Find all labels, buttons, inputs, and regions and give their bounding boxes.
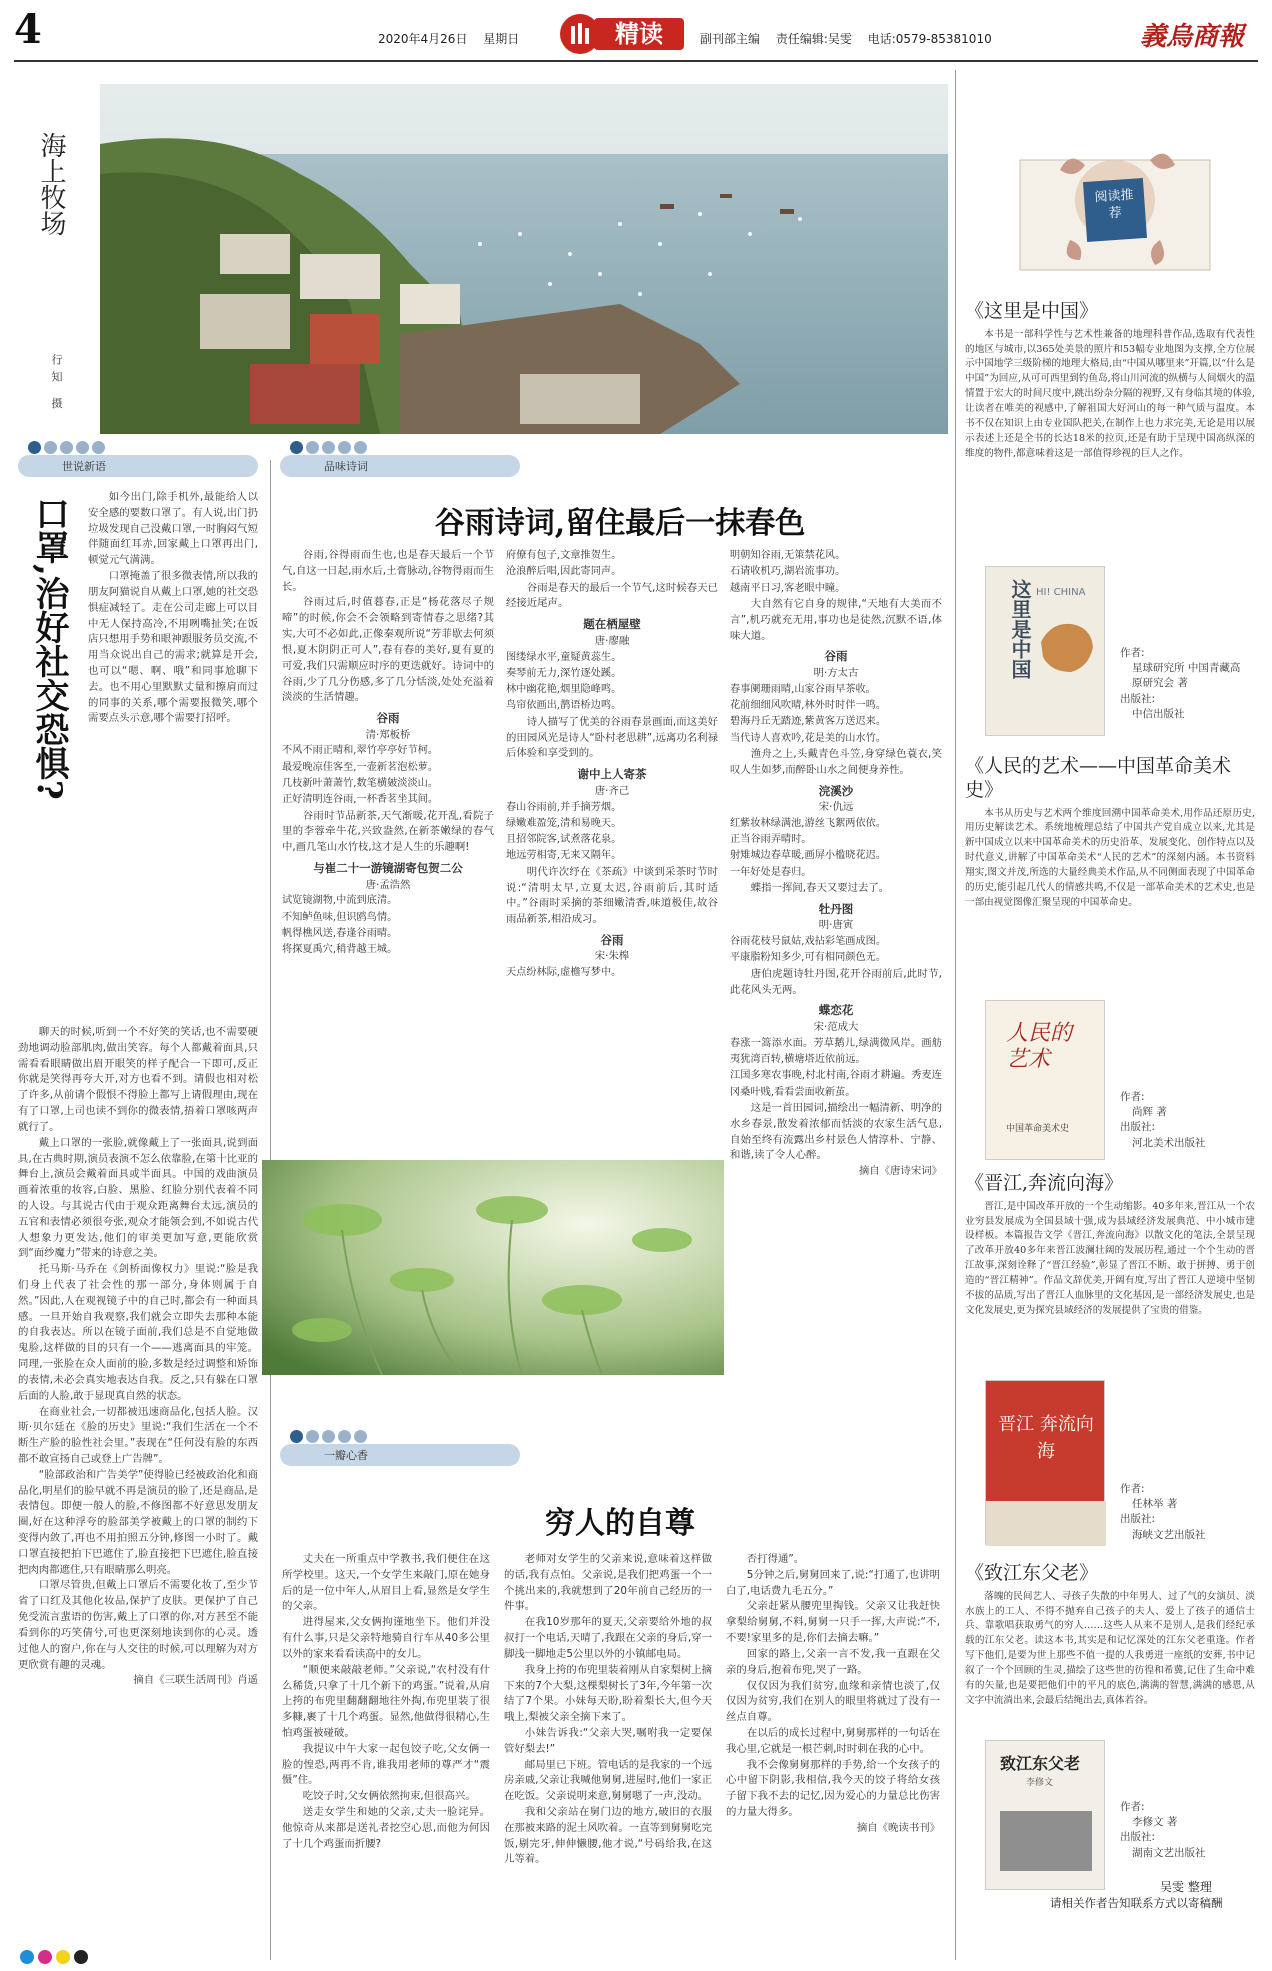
cover-image <box>1000 1811 1092 1871</box>
book-description: 落魄的民间艺人、寻孩子失散的中年男人、过了气的女演员、淡水族上的工人、不得不抛弃自己孩子的夫人、爱上了孩子的通信士兵、靠歌唱获取勇气的穷人……这些人从来不是别人,是我们经纪承载的江东父老。读这本书,其实是和记忆深处的江东父老重逢。作者写下他们,是要为世上那些不值一提的人我勇进一座纸的安葬,书中记叙了一个个回顾的生灵,描绘了这些世的彷徨和希冀,记住了生命中难有的矢量,也是要把他们中的平凡的底色,满满的智慧,满满的感恩,从文字中流淌出来,会最后结绳出去,真体若谷。 <box>965 1590 1255 1706</box>
color-swatch <box>56 1950 70 1964</box>
book-2-cover <box>985 1000 1105 1160</box>
author: 尚辉 著 <box>1132 1106 1167 1119</box>
essay1-title: 口罩,治好社交恐惧? <box>29 496 69 800</box>
poem-lines <box>506 548 718 581</box>
color-swatch <box>74 1950 88 1964</box>
paragraph: 唐伯虎题诗牡丹图,花开谷雨前后,此时节,此花风头无两。 <box>730 967 942 996</box>
book-title: 《致江东父老》 <box>965 1562 1099 1584</box>
column-header-pinwei <box>280 455 520 477</box>
poem-lines <box>506 650 718 715</box>
people-icon <box>290 441 367 454</box>
essay3-title: 穷人的自尊 <box>545 1506 695 1541</box>
poem-line: 春涨一篙添水面。芳草鹅儿,绿满微风岸。画舫夷犹湾百转,横塘塔近依前远。 <box>730 1037 942 1065</box>
poem-title: 蝶恋花 <box>818 1003 854 1018</box>
paragraph: 老师对女学生的父亲来说,意味着这样做的话,我有点怕。父亲说,是我们把鸡蛋一个一个挑出来的,我就想到了20年前自己经历的一件事。 <box>504 1553 712 1613</box>
paragraph: 托马斯·马乔在《剑桥面像权力》里说:“脸是我们身上代表了社会性的那一部分,身体则属于自然。”因此,人在观视镜子中的自己时,都会有一种面具感。一旦开始自我观察,我们就会立即失去那种本能的自我表达。所以在镜子面前,我们总是不自觉地做鬼脸,这样做的目的只有一个——逃离面具的牢笼。同理,一张脸在众人面前的脸,多数是经过调整和矫饰的表情,未必会真实地表达自我。反之,只有躲在口罩后面的人脸,敢于显现真自然的状态。 <box>18 1263 258 1402</box>
source: 摘自《唐诗宋词》 <box>858 1165 942 1178</box>
essay2-col2 <box>506 548 718 982</box>
people-icon <box>28 441 105 454</box>
poem-author: 宋·朱槔 <box>594 950 630 963</box>
section-label: 精读 <box>594 18 684 50</box>
poem-lines <box>730 1036 942 1101</box>
poem-line: 红紫妆林绿满池,游丝飞絮两依依。 <box>730 817 887 829</box>
book-1-cover <box>985 566 1105 736</box>
paragraph: 仅仅因为我们贫穷,血缘和亲情也淡了,仅仅因为贫穷,我们在别人的眼里将就过了没有一丝点自尊。 <box>726 1679 940 1724</box>
poem-author: 唐·孟浩然 <box>365 878 411 891</box>
editor-note: 吴雯 整理 <box>1160 1880 1212 1894</box>
poem-lines <box>282 743 494 808</box>
plant-photo <box>262 1160 724 1375</box>
poem-title: 谷雨 <box>376 711 400 726</box>
poem-line: 不风不雨正晴和,翠竹亭亭好节柯。 <box>282 745 439 757</box>
color-swatch <box>20 1950 34 1964</box>
poem-author: 明·唐寅 <box>818 919 854 932</box>
poem-lines <box>506 800 718 865</box>
book-4-cover <box>985 1740 1105 1890</box>
paragraph: “脸部政治和广告美学”使得脸已经被政治化和商品化,明星们的脸早就不再是演员的脸了,还是商品,是表情包。即便一般人的脸,不修图都不好意思发朋友圈,好在这种浮夸的脸部美学被戴上的口罩的制约下变得内敛了,再也不用拍照五分钟,修图一小时了。戴口罩直接把拍下巴遮住了,脸直接把下巴遮住,脸直接把肉肉都遮住,只有眼睛那么明亮。 <box>18 1468 258 1576</box>
poem-author: 清·郑板桥 <box>365 728 411 741</box>
author-label: 作者: <box>1120 1801 1145 1813</box>
poem-title: 题在栖屋壁 <box>583 617 641 632</box>
people-icon <box>290 1430 367 1443</box>
author: 星球研究所 中国青藏高原研究会 著 <box>1132 662 1241 690</box>
page-number: 4 <box>14 6 42 53</box>
paragraph: 吃饺子时,父女俩依然拘束,但很高兴。 <box>302 1790 476 1803</box>
cover-title: 晋江 奔流向海 <box>998 1414 1094 1462</box>
publisher-label: 出版社: <box>1120 1121 1156 1134</box>
poem-line: 江国多寒农事晚,村北村南,谷雨才耕遍。秀麦连冈桑叶贱,看看尝面收新茧。 <box>730 1070 942 1098</box>
paragraph: 戴上口罩的一张脸,就像戴上了一张面具,说到面具,在古典时期,演员表演不怎么依靠脸,在第十比亚的舞台上,演员会戴着面具或半面具。中国的戏曲演员画着浓重的妆容,白脸、黑脸、红脸分别代表着不同的人设。与其说古代由于观众距离舞台太远,演员的五官和表情必须很夸张,观众才能领会到,不如说古代人想象力更发达,他们的审美更加写意,更能欣赏到“面纱魔力”带来的诗意之美。 <box>18 1136 258 1260</box>
essay2-col1 <box>282 548 494 959</box>
paragraph: 我提议中午大家一起包饺子吃,父女俩一脸的惶恐,两再不肯,谁我用老师的尊严才“震慑”住。 <box>282 1742 490 1787</box>
poem-line: 春事阑珊雨晴,山家谷雨早茶收。 <box>730 683 876 695</box>
poem-lines <box>730 682 942 747</box>
paragraph: 回家的路上,父亲一言不发,我一直跟在父亲的身后,抱着布兜,哭了一路。 <box>726 1647 940 1676</box>
paragraph: 谷雨是春天的最后一个节气,这时候春天已经接近尾声。 <box>506 581 718 610</box>
photo-title: 海上牧场 <box>36 132 66 236</box>
editor-phone: 电话:0579-85381010 <box>867 32 992 46</box>
paragraph: 我身上挎的布兜里装着刚从自家梨树上摘下来的7个大梨,这棵梨树长了3年,今年第一次结了7个果。小妹每天盼,盼着梨长大,但今天哦上,梨被父亲全摘下来了。 <box>504 1663 712 1724</box>
book-title: 《晋江,奔流向海》 <box>965 1172 1124 1194</box>
paragraph: 送走女学生和她的父亲,丈夫一脸诧异。他惊奇从来都是送礼者挖空心思,而他为何因了十几个鸡蛋而折腰? <box>282 1806 490 1850</box>
poem-title: 浣溪沙 <box>818 783 854 798</box>
book-3-meta <box>1120 1482 1250 1543</box>
header-editors <box>700 30 992 47</box>
recommend-badge-box <box>1000 130 1230 280</box>
poem-line: 将探夏禹穴,稍背越王城。 <box>282 944 398 956</box>
poem-author: 唐·齐己 <box>594 784 630 797</box>
publisher: 海峡文艺出版社 <box>1132 1528 1206 1541</box>
book-4-meta <box>1120 1800 1250 1861</box>
poem-line: 谷雨花枝号鼠姑,戏拈彩笔画成图。 <box>730 936 887 948</box>
poem-line: 当代诗人喜欢吟,花是美的山水竹。 <box>730 732 887 744</box>
publisher: 中信出版社 <box>1132 707 1185 720</box>
paragraph: 聊天的时候,听到一个不好笑的笑话,也不需要硬劲地调动脸部肌肉,做出笑容。每个人都戴着面具,只需看看眼睛做出眉开眼笑的样子配合一下即可,反正你就是笑得再夸大开,对方也看不到。请假也相对松了许多,从前请个假恨不得脸上都写上请假理由,现在有了口罩,上司也读不到你的微表情,捂着口罩咳两声就行了。 <box>18 1026 258 1133</box>
publisher: 湖南文艺出版社 <box>1132 1846 1206 1859</box>
essay3-col1 <box>282 1552 490 1852</box>
color-bar <box>20 1950 88 1964</box>
book-4 <box>965 1562 1255 1709</box>
poem-author: 唐·廖融 <box>594 634 630 647</box>
book-description: 本书从历史与艺术两个维度回溯中国革命美术,用作品还原历史,用历史解读艺术。系统地梳理总结了中国共产党自成立以来,尤其是新中国成立以来中国革命美术的历史沿革、发展变化、创作特点以及时代意义,讲解了中国革命美术“人民的艺术”的深刻内涵。本书资料翔实,图文并茂,所选的大量经典美术作品,从不同侧面表现了中国革命的历史,能引起几代人的情感共鸣,不仅是一部革命美术的艺术史,也是一部由视觉图像汇聚呈现的中国革命史。 <box>965 807 1255 908</box>
essay2-title: 谷雨诗词,留住最后一抹春色 <box>434 506 806 541</box>
author: 李修文 著 <box>1132 1816 1178 1829</box>
poem-line: 林中幽花艳,烟里隐峰鸣。 <box>506 684 622 696</box>
poem-line: 几枝新叶萧萧竹,数笔横皴淡淡山。 <box>282 778 439 790</box>
poem-title: 牡丹图 <box>818 901 854 916</box>
source: 摘自《晚读书刊》 <box>856 1821 940 1834</box>
book-description: 本书是一部科学性与艺术性兼备的地理科普作品,选取有代表性的地区与城市,以365处美景的照片和53幅专业地图为支撑,全方位展示中国地学三级阶梯的地理大格局,由“中国从哪里来”开篇,以“什么是中国”为回应,从可可西里到钓鱼岛,将山川河流的纵横与人间烟火的温情置于宏大的时间尺度中,跳出纷杂分隔的视野,又有身临其境的体验,让读者在唯美的视感中,了解祖国大好河山的每一种气质与温度。本书不仅在知识上由专业国队把关,在制作上也力求完美,无论是用以展示表述上还是全书的长达18米的拉页,还是有助于呈现中国高纵深的维度的物件,都意味着这是一部值得珍视的巨人之作。 <box>965 328 1255 459</box>
paragraph: 明代许次纾在《茶疏》中谈到采茶时节时说:“清明太早,立夏太迟,谷雨前后,其时适中。”谷雨时采摘的茶细嫩清香,味道极佳,故谷雨品新茶,相沿成习。 <box>506 865 718 926</box>
author-label: 作者: <box>1120 647 1145 659</box>
poem-line: 碧海丹丘无踏迹,紫黄客万送迟来。 <box>730 716 887 728</box>
editor-responsible: 责任编辑:吴雯 <box>775 32 852 46</box>
section-badge <box>560 14 684 54</box>
essay3-col3 <box>726 1552 940 1837</box>
cover-subtitle: HI! CHINA <box>1036 587 1086 598</box>
book-title: 《人民的艺术——中国革命美术史》 <box>965 755 1232 801</box>
color-swatch <box>38 1950 52 1964</box>
paragraph: 大自然有它自身的规律,“天地有大美而不言”,机巧就充无用,事功也是徒然,沉默不语,体味大道。 <box>730 597 942 642</box>
poem-line: 地远劳相寄,无来又隔年。 <box>506 850 622 862</box>
poem-line: 天点纷林际,虚檐写梦中。 <box>506 967 622 979</box>
editor-chief: 副刊部主编 <box>700 32 761 46</box>
photo-credit: 行知 摄 <box>50 354 63 415</box>
header-rule <box>14 60 1258 62</box>
poem-line: 图缕绿水平,童疑黄蕊生。 <box>506 651 622 663</box>
poem-line: 花前细细风吹晴,林外时时伴一鸣。 <box>730 699 887 711</box>
china-map-icon <box>1031 612 1101 682</box>
paragraph: 我和父亲站在舅门边的地方,破旧的衣服在那被来路的泥土风吹着。一直等到舅舅吃完饭,剔完牙,伸伸懒腰,他才说,“号码给我,在这儿等着。 <box>504 1806 712 1866</box>
date: 2020年4月26日 <box>378 32 468 46</box>
poem-line: 试览镜湖物,中流到底清。 <box>282 895 398 907</box>
paragraph: 邮局里已下班。管电话的是我家的一个远房亲戚,父亲让我喊他舅舅,进屋时,他们一家正在吃饭。父亲说明来意,舅舅嗯了一声,没动。 <box>504 1758 712 1803</box>
paragraph: 否打得通”。 <box>746 1553 805 1565</box>
publisher-label: 出版社: <box>1120 1513 1156 1526</box>
poem-line: 最爱晚凉佳客至,一壶新茗泡松萝。 <box>282 761 439 773</box>
book-title: 《这里是中国》 <box>965 300 1099 322</box>
poem-line: 明朝知谷雨,无策禁花风。 <box>730 550 846 561</box>
poem-title: 谷雨 <box>824 649 848 664</box>
column-label: 世说新语 <box>62 460 106 473</box>
essay2-col3 <box>730 548 942 1180</box>
poem-lines <box>282 893 494 958</box>
poem-title: 谷雨 <box>600 933 624 947</box>
poem-line: 府僚有包子,文章推贺生。 <box>506 550 622 561</box>
poem-line: 春山谷雨前,并手摘芳烟。 <box>506 801 622 813</box>
poem-line: 石请收机巧,湖岩流事功。 <box>730 566 846 578</box>
paper-name: 義烏商報 <box>1140 22 1245 52</box>
paragraph: “顺便来敲敲老师。”父亲说,“农村没有什么稀货,只拿了十几个新下的鸡蛋。”说着,从肩上挎的布兜里翻翻翻地往外掏,布兜里装了很多糠,裹了十几个鸡蛋。显然,他做得很精心,生怕鸡蛋被碰破。 <box>282 1663 490 1739</box>
column-label: 品味诗词 <box>324 460 368 473</box>
poem-line: 帆得樵风送,春逢谷雨晴。 <box>282 928 398 939</box>
paragraph: 小妹告诉我:“父亲大哭,嘱咐我一定要保管好梨去!” <box>504 1726 712 1755</box>
poem-line: 越南平日习,客老眼中瞳。 <box>730 582 846 594</box>
author: 任林举 著 <box>1132 1498 1178 1511</box>
author-label: 作者: <box>1120 1483 1145 1495</box>
page-header <box>0 0 1272 62</box>
column-header-shishuo <box>18 455 258 477</box>
essay1-body-top <box>88 490 258 727</box>
poem-line: 沧浪醉后唱,因此寄同声。 <box>506 566 622 578</box>
poem-title: 与崔二十一游镜湖寄包贺二公 <box>313 861 463 876</box>
paragraph: 诗人描写了优美的谷雨春景画面,而这美好的田园风光是诗人“卧村老思耕”,远离功名利禄后体验和享受到的。 <box>506 715 718 760</box>
paragraph: 在商业社会,一切都被迅速商品化,包括人脸。汉斯·贝尔廷在《脸的历史》里说:“我们生活在一个不断生产脸的脸性社会里。”表现在“任何没有脸的东西都不敢宣扬自己或登上广告牌”。 <box>18 1405 258 1465</box>
paragraph: 谷雨过后,时值暮春,正是“杨花落尽子规啼”的时候,你会不会领略到寄情春之思绪?其实,大可不必如此,正像秦观所说“芳菲歇去何须恨,夏木阴阴正可人”,春有春的美好,夏有夏的可爱,我们只需顺应时序的更迭就好。诗词中的谷雨,少了几分伤感,多了几分恬淡,处处充溢着淡淡的生活情趣。 <box>282 596 494 704</box>
poem-line: 奏琴前无力,深竹逐处蹊。 <box>506 667 622 679</box>
poem-lines <box>730 548 942 597</box>
cover-title: 这里是中国 <box>1008 579 1032 679</box>
essay3-col2 <box>504 1552 712 1868</box>
paragraph: 口罩尽管贵,但戴上口罩后不需要化妆了,至少节省了口红及其他化妆品,保护了皮肤。更保护了自己免受流言蜚语的伤害,戴上了口罩的你,对方甚至不能看到你的巧笑倩兮,可也更深刻地读到你的心灵。透过他人的窗户,你在与人交往的时候,可以理解为对方更欣赏有趣的灵魂。 <box>18 1579 258 1671</box>
poem-title: 谢中上人寄茶 <box>577 767 647 782</box>
poem-lines <box>730 816 942 881</box>
paragraph: 这是一首田园词,描绘出一幅清新、明净的水乡春景,散发着浓郁而恬淡的农家生活气息,自始至终有流露出乡村景色人情淳朴、宁静、和谐,读了令人心醉。 <box>730 1101 942 1162</box>
poem-line: 正当谷雨弄晴时。 <box>730 834 812 846</box>
poem-author: 宋·范成大 <box>813 1020 859 1033</box>
contact-note: 请相关作者告知联系方式以寄稿酬 <box>1050 1896 1223 1910</box>
header-date <box>378 30 519 47</box>
poem-line: 绿嫩难盈笼,清和易晚天。 <box>506 817 622 829</box>
paragraph: 在以后的成长过程中,舅舅那样的一句话在我心里,它就是一根芒刺,时时刺在我的心中。 <box>726 1726 940 1755</box>
cover-subtitle: 李修文 <box>1026 1778 1054 1788</box>
book-2-meta <box>1120 1090 1250 1151</box>
paragraph: 谷雨时节品新茶,天气渐暖,花开乱,看院子里的李蓉牵牛花,兴致盎然,在新茶嫩绿的春气中,画几笔山水竹枝,这才是人生的乐趣啊! <box>282 809 494 854</box>
essay1-body <box>18 1025 258 1689</box>
poem-author: 明·方太古 <box>813 666 859 679</box>
top-photo <box>14 84 948 434</box>
paragraph: 口罩掩盖了很多微表情,所以我的朋友阿猫说自从戴上口罩,她的社交恐惧症减轻了。走在公司走廊上可以目中无人保持高冷,不用咧嘴扯笑;在饭店只想用手势和眼神跟服务员交流,不用当众说出自己的需求;就算是开会,也可以“嗯、啊、哦”和同事尬聊下去。也不用心里默默丈量和擦肩而过的同事的关系,哪个需要报微笑,哪个需要点头示意,哪个需要打招呼。 <box>88 570 258 725</box>
book-3-cover <box>985 1380 1105 1545</box>
paragraph: 渔舟之上,头戴青色斗笠,身穿绿色蓑衣,笑叹人生如梦,而醉卧山水之间便身养性。 <box>730 747 942 776</box>
poem-line: 且招邻院客,试煮落花泉。 <box>506 834 622 846</box>
poem-line: 一年好处是春归。 <box>730 866 812 878</box>
column-divider-right <box>955 70 956 1960</box>
book-3 <box>965 1172 1255 1319</box>
book-1 <box>965 300 1255 461</box>
cover-title: 致江东父老 <box>1000 1754 1081 1773</box>
book-description: 晋江,是中国改革开放的一个生动缩影。40多年来,晋江从一个农业穷县发展成为全国县域十强,成为县域经济发展典范、中小城市建设样板。本篇报告文学《晋江,奔流向海》以散文化的笔法,全景呈现了改革开放40多年来晋江波澜壮阔的发展历程,通过一个个生动的晋江故事,深刻诠释了“晋江经验”,彰显了晋江不断、敢于拼搏、勇于创造的“晋江精神”。作品文辞优美,开阔有度,写出了晋江人逆境中坚韧不拔的品质,写出了晋江人血脉里的文化基因,是一部经济发展史,也是文化发展史,更为探究县域经济的发展提供了宝贵的借鉴。 <box>965 1200 1255 1316</box>
publisher: 河北美术出版社 <box>1132 1136 1206 1149</box>
book-1-meta <box>1120 646 1250 722</box>
author-label: 作者: <box>1120 1091 1145 1103</box>
paragraph: 父亲赶紧从腰兜里掏钱。父亲又让我赶快拿梨给舅舅,不料,舅舅一只手一挥,大声说:“不,不要!家里多的是,你们去摘去嘛。” <box>726 1600 940 1645</box>
paragraph: 进得屋来,父女俩拘谨地坐下。他们并没有什么事,只是父亲特地骑自行车从40多公里以外的家来看看读高中的女儿。 <box>282 1616 490 1660</box>
publisher-label: 出版社: <box>1120 692 1156 705</box>
paragraph: 5分钟之后,舅舅回来了,说:“打通了,也讲明白了,电话费九毛五分。” <box>726 1568 940 1597</box>
paragraph: 谷雨,谷得雨而生也,也是春天最后一个节气,自这一日起,雨水后,土膏脉动,谷物得雨而生长。 <box>282 549 494 593</box>
poem-line: 射雉城边春草暖,画屏小槛晓花迟。 <box>730 850 887 862</box>
publisher-label: 出版社: <box>1120 1831 1156 1844</box>
paragraph: 我不会像舅舅那样的手势,给一个女孩子的心中留下阴影,我相信,我今天的饺子将给女孩子留下我不去的记忆,因为爱心的力量总比伤害的力量大得多。 <box>726 1758 940 1818</box>
paragraph: 蝶指一挥间,春天又要过去了。 <box>750 882 890 895</box>
paragraph: 在我10岁那年的夏天,父亲要给外地的叔叔打一个电话,天晴了,我跟在父亲的身后,穿一脚浅一脚地走5公里以外的小镇邮电局。 <box>504 1616 712 1660</box>
column-header-yiban <box>280 1444 520 1466</box>
poem-lines <box>730 934 942 967</box>
poem-line: 鸟帘依画出,鹊语桥边鸣。 <box>506 700 622 712</box>
poem-author: 宋·仇远 <box>818 801 854 813</box>
cover-subtitle: 中国革命美术史 <box>1006 1124 1070 1134</box>
book-2 <box>965 755 1255 911</box>
cover-title: 人民的艺术 <box>1006 1021 1073 1073</box>
poem-line: 平康脂粉知多少,可有相同颜色无。 <box>730 952 887 964</box>
paragraph: 如今出门,除手机外,最能给人以安全感的要数口罩了。有人说,出门扔垃圾发现自己没戴口罩,一时胸闷气短伴随面红耳赤,回家戴上口罩再出门,顿觉元气满满。 <box>88 491 258 567</box>
poem-line: 正好清明连谷雨,一杯香茗坐其间。 <box>282 794 439 806</box>
column-label: 一瓣心香 <box>324 1449 368 1462</box>
weekday: 星期日 <box>483 32 520 46</box>
poem-lines <box>506 965 718 981</box>
cover-band <box>986 1501 1106 1546</box>
recommend-badge: 阅读推荐 <box>1083 178 1147 242</box>
source: 摘自《三联生活周刊》肖遥 <box>133 1674 258 1687</box>
poem-line: 不知鲈鱼味,但识鸥鸟情。 <box>282 911 398 923</box>
harbor-photo <box>100 84 948 434</box>
paragraph: 丈夫在一所重点中学教书,我们便住在这所学校里。这天,一个女学生来敲门,原在她身后的是一位中年人,从眉目上看,显然是女学生的父亲。 <box>282 1553 490 1613</box>
